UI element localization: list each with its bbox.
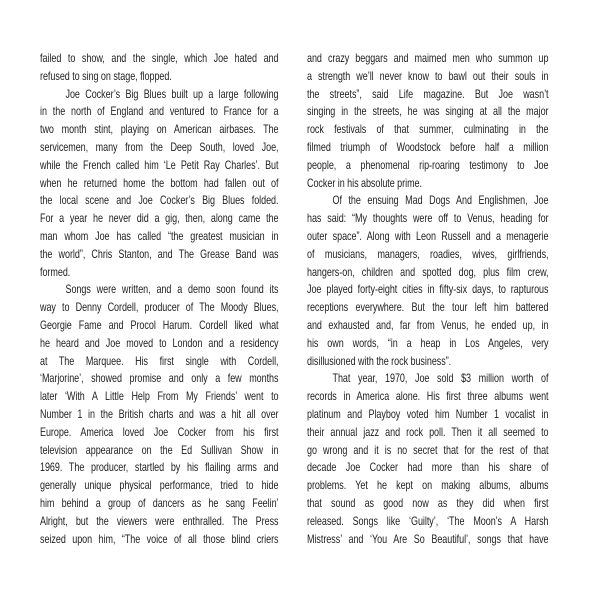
text-line: at The Marquee. His first single with Cordell, [40, 353, 279, 368]
text-line: failed to show, and the single, which Joe hated and [40, 51, 279, 65]
text-line: people, a phenomenal rip-roaring testimony to Joe [307, 157, 549, 172]
text-line: Europe. America loved Joe Cocker from his first [40, 424, 279, 439]
text-line: decade Joe Cocker had more than his share of [307, 460, 549, 475]
text-column-right [307, 50, 600, 548]
text-line: Of the ensuing Mad Dogs And Englishmen, Joe [332, 193, 549, 208]
text-line: way to Denny Cordell, producer of The Moody Blues, [40, 300, 279, 315]
text-line: go wrong and it is no secret that for the rest of that [307, 442, 549, 457]
text-line: television appearance on the Ed Sullivan Show in [40, 442, 279, 457]
text-line: singing in the streets, he was singing at all the major [307, 104, 549, 119]
text-line: Joe Cocker’s Big Blues built up a large following [65, 86, 279, 101]
text-line: him behind a group of dancers as he sang Feelin’ [40, 495, 279, 510]
text-line: rock festivals of that summer, culminating in the [307, 122, 549, 137]
text-line: a strength we’ll never know to bawl out their souls in [307, 68, 549, 83]
text-line: outer space”. Along with Leon Russell and a menagerie [307, 228, 549, 243]
text-line: their annual jazz and rock poll. Then it all seemed to [307, 424, 549, 439]
text-line: servicemen, many from the Deep South, loved Joe, [40, 139, 279, 154]
text-line: that sound as good now as they did when first [307, 495, 549, 510]
text-line: ‘Marjorine’, showed promise and only a few months [40, 371, 279, 386]
text-line: Georgie Fame and Procol Harum. Cordell liked what [40, 317, 279, 332]
text-line: and crazy beggars and maimed men who summon up [307, 51, 549, 65]
text-line: records in America alone. His first three albums went [307, 389, 549, 404]
text-line: 1969. The producer, startled by his flailing arms and [40, 460, 279, 475]
text-line: filmed triumph of Woodstock before half a million [307, 139, 549, 154]
text-line: hangers-on, children and spotted dog, plus film crew, [307, 264, 549, 279]
text-line: two month stint, playing on American airbases. The [40, 122, 279, 137]
text-line: and exhausted and, far from Venus, he ended up, in [307, 317, 549, 332]
text-line: the world”, Chris Stanton, and The Grease Band was [40, 246, 279, 261]
text-line: Alright, but the viewers were enthralled. The Press [40, 513, 279, 528]
text-line: Cocker in his absolute prime. [307, 175, 422, 190]
text-line: receptions everywhere. But the tour left him battered [307, 300, 549, 315]
text-line: when he returned home the bottom had fallen out of [40, 175, 279, 190]
text-line: That year, 1970, Joe sold $3 million worth of [332, 371, 549, 386]
text-line: For a year he never did a gig, then, along came the [40, 211, 279, 226]
text-line: his own words, “in a heap in Los Angeles, very [307, 335, 549, 350]
text-line: seized upon him, “The voice of all those blind criers [40, 531, 279, 546]
text-line: man whom Joe has called “the greatest musician in [40, 228, 279, 243]
text-line: problems. Yet he kept on making albums, albums [307, 478, 549, 493]
text-line: refused to sing on stage, flopped. [40, 68, 172, 83]
text-line: platinum and Playboy voted him Number 1 vocalist in [307, 406, 549, 421]
text-line: generally unique physical performance, tried to hide [40, 478, 279, 493]
text-line: Songs were written, and a demo soon found its [65, 282, 279, 297]
text-line: released. Songs like ‘Guilty’, ‘The Moon’s A Harsh [307, 513, 549, 528]
text-line: while the French called him ‘Le Petit Ray Charles’. But [40, 157, 279, 172]
text-line: disillusioned with the rock business”. [307, 353, 452, 368]
text-line: in the north of England and ventured to France for a [40, 104, 279, 119]
text-line: later ‘With A Little Help From My Friends’ went to [40, 389, 279, 404]
text-line: the local scene and Joe Cocker’s Big Blues folded. [40, 193, 279, 208]
text-line: Number 1 in the British charts and was a hit all over [40, 406, 279, 421]
text-line: Mistress’ and ‘You Are So Beautiful’, songs that have [307, 531, 549, 546]
text-line: has said: “My thoughts were off to Venus, heading for [307, 211, 549, 226]
text-line: Joe played forty-eight cities in fifty-six days, to rapturous [307, 282, 549, 297]
text-line: he heard and Joe moved to London and a residency [40, 335, 279, 350]
text-line: the streets”, said Life magazine. But Joe wasn’t [307, 86, 549, 101]
text-line: formed. [40, 264, 71, 279]
text-line: of musicians, managers, roadies, wives, girlfriends, [307, 246, 549, 261]
